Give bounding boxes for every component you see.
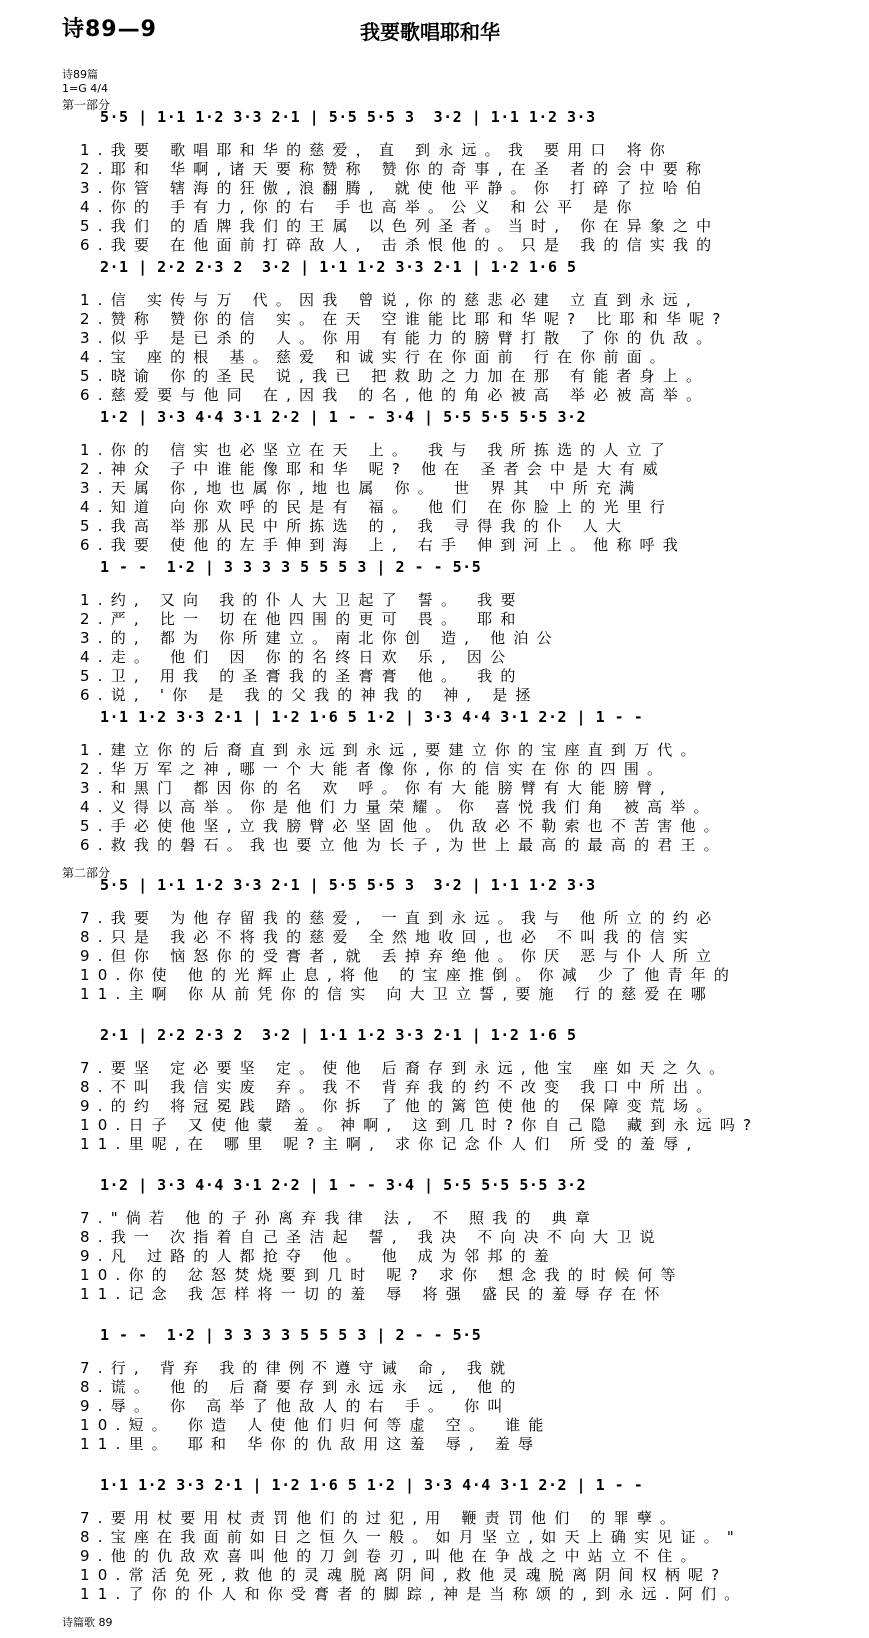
lyric-line [80,1565,840,1584]
music-system [80,250,840,404]
lyric-line [80,140,840,159]
lyric-line [80,609,840,628]
lyric-line [80,908,840,927]
lyric-line [80,197,840,216]
lyric-text: 2.耶和 华啊,诸天要称赞称 赞你的奇事,在圣 者的会中要称 [80,160,710,178]
lyric-text: 3.和黑门 都因你的名 欢 呼。你有大能膀臂有大能膀臂, [80,779,673,797]
notation-row [80,868,840,908]
key-signature: 1=G 4/4 [62,82,108,95]
lyric-line [80,759,840,778]
lyric-line [80,309,840,328]
lyric-text: 11.里。 耶和 华你的仇敌用这羞 辱, 羞辱 [80,1435,542,1453]
lyric-text: 4.宝 座的根 基。慈爱 和诚实行在你面前 行在你前面。 [80,348,673,366]
lyric-text: 11.里呢,在 哪里 呢?主啊, 求你记念仆人们 所受的羞辱, [80,1135,700,1153]
lyric-line [80,1527,840,1546]
psalm-ref: 诗89篇 [62,68,98,81]
lyric-text: 9.凡 过路的人都抢夺 他。 他 成为邻邦的羞 [80,1247,557,1265]
lyric-line [80,1284,840,1303]
music-system [80,1318,840,1452]
lyric-text: 6.救我的磐石。我也要立他为长子,为世上最高的最高的君王。 [80,836,727,854]
lyric-line [80,816,840,835]
lyric-line [80,366,840,385]
lyric-line [80,1377,840,1396]
lyric-line [80,497,840,516]
lyric-text: 4.知道 向你欢呼的民是有 福。 他们 在你脸上的光里行 [80,498,673,516]
lyric-text: 10.常活免死,救他的灵魂脱离阴间,救他灵魂脱离阴间权柄呢? [80,1566,728,1584]
lyric-line [80,178,840,197]
lyric-line [80,516,840,535]
lyric-text: 6.慈爱要与他同 在,因我 的名,他的角必被高 举必被高举。 [80,386,710,404]
lyric-text: 4.你的 手有力,你的右 手也高举。公义 和公平 是你 [80,198,640,216]
lyric-text: 9.他的仇敌欢喜叫他的刀剑卷刃,叫他在争战之中站立不住。 [80,1547,704,1565]
lyric-text: 2.赞称 赞你的信 实。在天 空谁能比耶和华呢? 比耶和华呢? [80,310,729,328]
notation-line: 1 - - 1·2 | 3 3 3 3 5 5 5 3 | 2 - - 5·5 [100,558,482,576]
lyric-text: 5.我们 的盾牌我们的王属 以色列圣者。当时, 你在异象之中 [80,217,720,235]
music-system [80,1468,840,1602]
lyric-line [80,1134,840,1153]
song-title: 我要歌唱耶和华 [360,20,500,44]
lyric-text: 10.日子 又使他蒙 羞。神啊, 这到几时?你自己隐 藏到永远吗? [80,1116,760,1134]
part-two-label: 第二部分 [62,866,111,880]
lyric-line [80,1584,840,1603]
lyric-line [80,216,840,235]
lyric-text: 2.神众 子中谁能像耶和华 呢? 他在 圣者会中是大有威 [80,460,666,478]
lyric-line [80,965,840,984]
lyric-text: 8.只是 我必不将我的慈爱 全然地收回,也必 不叫我的信实 [80,928,697,946]
page-header [0,0,869,70]
lyric-text: 6.说, '你 是 我的父我的神我的 神, 是拯 [80,686,539,704]
music-system [80,550,840,704]
lyric-text: 9.的约 将冠冕践 踏。你拆 了他的篱笆使他的 保障变荒场。 [80,1097,720,1115]
lyric-text: 7."倘若 他的子孙离弃我律 法, 不 照我的 典章 [80,1209,599,1227]
notation-row [80,1468,840,1508]
notation-line: 1·2 | 3·3 4·4 3·1 2·2 | 1 - - 3·4 | 5·5 5·5 5·5 3·2 [100,408,587,426]
lyric-line [80,984,840,1003]
notation-line: 5·5 | 1·1 1·2 3·3 2·1 | 5·5 5·5 3 3·2 | 1·1 1·2 3·3 [100,876,596,894]
lyric-line [80,1227,840,1246]
lyric-line [80,946,840,965]
lyric-text: 8.宝座在我面前如日之恒久一般。如月坚立,如天上确实见证。" [80,1528,742,1546]
notation-row [80,550,840,590]
lyric-line [80,1096,840,1115]
notation-row [80,700,840,740]
lyric-text: 11.记念 我怎样将一切的羞 辱 将强 盛民的羞辱存在怀 [80,1285,668,1303]
lyric-text: 6.我要 在他面前打碎敌人, 击杀恨他的。只是 我的信实我的 [80,236,720,254]
lyric-line [80,666,840,685]
lyric-text: 4.走。 他们 因 你的名终日欢 乐, 因公 [80,648,514,666]
lyric-text: 5.晓谕 你的圣民 说,我已 把救助之力加在那 有能者身上。 [80,367,710,385]
lyric-text: 1.约, 又向 我的仆人大卫起了 誓。 我要 [80,591,524,609]
footer: 诗篇歌 89 [62,1616,113,1629]
song-meta [62,68,108,96]
lyric-line [80,628,840,647]
notation-line: 1·1 1·2 3·3 2·1 | 1·2 1·6 5 1·2 | 3·3 4·4 3·1 2·2 | 1 - - [100,1476,644,1494]
lyric-line [80,1546,840,1565]
lyric-line [80,1396,840,1415]
lyric-text: 11.了你的仆人和你受膏者的脚踪,神是当称颂的,到永远.阿们。 [80,1585,748,1603]
notation-line: 5·5 | 1·1 1·2 3·3 2·1 | 5·5 5·5 3 3·2 | 1·1 1·2 3·3 [100,108,596,126]
lyric-line [80,1265,840,1284]
lyric-text: 2.严, 比一 切在他四围的更可 畏。 耶和 [80,610,524,628]
part-one-label: 第一部分 [62,98,111,112]
music-system [80,1018,840,1152]
lyric-line [80,590,840,609]
lyric-text: 3.似乎 是已杀的 人。你用 有能力的膀臂打散 了你的仇敌。 [80,329,720,347]
lyric-text: 7.要用杖要用杖责罚他们的过犯,用 鞭责罚他们 的罪孽。 [80,1509,684,1527]
lyric-text: 5.卫, 用我 的圣膏我的圣膏膏 他。 我的 [80,667,524,685]
lyric-line [80,1208,840,1227]
music-system [80,868,840,1002]
lyric-text: 3.你管 辖海的狂傲,浪翻腾, 就使他平静。你 打碎了拉哈伯 [80,179,710,197]
lyric-text: 4.义得以高举。你是他们力量荣耀。你 喜悦我们角 被高举。 [80,798,717,816]
lyric-line [80,835,840,854]
lyric-line [80,459,840,478]
lyric-line [80,478,840,497]
lyric-text: 7.行, 背弃 我的律例不遵守诫 命, 我就 [80,1359,514,1377]
lyric-text: 7.要坚 定必要坚 定。使他 后裔存到永远,他宝 座如天之久。 [80,1059,733,1077]
lyric-text: 5.我高 举那从民中所拣选 的, 我 寻得我的仆 人大 [80,517,630,535]
lyric-line [80,1508,840,1527]
lyric-line [80,740,840,759]
notation-row [80,1018,840,1058]
notation-line: 2·1 | 2·2 2·3 2 3·2 | 1·1 1·2 3·3 2·1 | 1·2 1·6 5 [100,1026,577,1044]
lyric-line [80,778,840,797]
lyric-text: 9.但你 恼怒你的受膏者,就 丢掉弃绝他。你厌 恶与仆人所立 [80,947,720,965]
lyric-text: 10.短。 你造 人使他们归何等虚 空。 谁能 [80,1416,552,1434]
lyric-text: 6.我要 使他的左手伸到海 上, 右手 伸到河上。他称呼我 [80,536,686,554]
lyric-text: 11.主啊 你从前凭你的信实 向大卫立誓,要施 行的慈爱在哪 [80,985,714,1003]
lyric-line [80,647,840,666]
lyric-line [80,1415,840,1434]
lyric-line [80,347,840,366]
lyric-line [80,1246,840,1265]
notation-line: 1·2 | 3·3 4·4 3·1 2·2 | 1 - - 3·4 | 5·5 5·5 5·5 3·2 [100,1176,587,1194]
lyric-text: 9.辱。 你 高举了他敌人的右 手。 你叫 [80,1397,511,1415]
notation-row [80,1318,840,1358]
music-system [80,700,840,854]
notation-line: 1·1 1·2 3·3 2·1 | 1·2 1·6 5 1·2 | 3·3 4·4 3·1 2·2 | 1 - - [100,708,644,726]
notation-row [80,100,840,140]
lyric-line [80,1358,840,1377]
music-system [80,400,840,554]
lyric-text: 1.你的 信实也必坚立在天 上。 我与 我所拣选的人立了 [80,441,673,459]
hymn-number: 诗89—9 [62,17,157,42]
music-system [80,1168,840,1302]
lyric-text: 1.信 实传与万 代。因我 曾说,你的慈悲必建 立直到永远, [80,291,699,309]
lyric-text: 1.建立你的后裔直到永远到永远,要建立你的宝座直到万代。 [80,741,704,759]
lyric-text: 3.的, 都为 你所建立。南北你创 造, 他泊公 [80,629,560,647]
notation-line: 2·1 | 2·2 2·3 2 3·2 | 1·1 1·2 3·3 2·1 | 1·2 1·6 5 [100,258,577,276]
lyric-text: 5.手必使他坚,立我膀臂必坚固他。仇敌必不勒索也不苦害他。 [80,817,727,835]
lyric-text: 10.你使 他的光辉止息,将他 的宝座推倒。你减 少了他青年的 [80,966,738,984]
lyric-line [80,290,840,309]
notation-row [80,400,840,440]
lyric-line [80,1115,840,1134]
lyric-line [80,797,840,816]
lyric-text: 10.你的 忿怒焚烧要到几时 呢? 求你 想念我的时候何等 [80,1266,684,1284]
lyric-line [80,328,840,347]
lyric-line [80,159,840,178]
lyric-line [80,927,840,946]
notation-row [80,1168,840,1208]
lyric-text: 8.不叫 我信实废 弃。我不 背弃我的约不改变 我口中所出。 [80,1078,720,1096]
notation-line: 1 - - 1·2 | 3 3 3 3 5 5 5 3 | 2 - - 5·5 [100,1326,482,1344]
lyric-line [80,1434,840,1453]
notation-row [80,250,840,290]
lyric-text: 8.谎。 他的 后裔要存到永远永 远, 他的 [80,1378,524,1396]
lyric-text: 3.天属 你,地也属你,地也属 你。 世 界其 中所充满 [80,479,643,497]
lyric-line [80,1077,840,1096]
lyric-text: 2.华万军之神,哪一个大能者像你,你的信实在你的四围。 [80,760,671,778]
lyric-text: 7.我要 为他存留我的慈爱, 一直到永远。我与 他所立的约必 [80,909,720,927]
lyric-text: 8.我一 次指着自己圣洁起 誓, 我决 不向决不向大卫说 [80,1228,663,1246]
lyric-line [80,1058,840,1077]
music-system [80,100,840,254]
lyric-text: 1.我要 歌唱耶和华的慈爱，直 到永远。我 要用口 将你 [80,141,673,159]
lyric-line [80,440,840,459]
